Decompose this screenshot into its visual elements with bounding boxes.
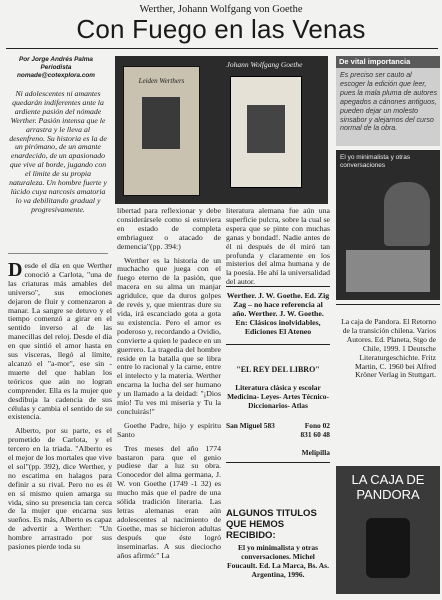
caja-pandora-cover <box>336 466 440 594</box>
book-cover <box>123 66 200 196</box>
goethe-book-photo <box>115 56 328 204</box>
column-1 <box>8 259 112 557</box>
store-address: San Miguel 583 <box>226 421 275 430</box>
byline <box>8 56 104 80</box>
reference-caja-pandora: La caja de Pandora. El Retorno de la transición chilena. Varios Autores. Ed. Planeta, Stgo de Chile, 1999. 1 Deutsche Literaturgeschichte. Fritz Martin, C. 1960 bei Alfred Kröner Verlag in Stuttgart. <box>341 317 436 380</box>
col1-paragraph-1: Desde el día en que Werther conoció a Carlota, "una de las criaturas más amables del universo", sus emociones dejaron de fluir y comenzaron a manar. La sangre se detuvo y el tiempo comenzó a girar en el sentido inverso al de las manecillas del reloj. Desde el día en que sintió el amor hasta en sus vísceras, llegó al límite, alcanzó el "a-mor", ese sin -muerte del que hablan los teóricos que aún no logran comprender. Ella es la mujer que desdibuja la cadencia de sus células y cambia el sentido de su existencia. <box>8 259 112 422</box>
col2-paragraph-3: Tres meses del año 1774 bastaron para que el genio pudiese dar a luz su obra. Conocedor del alma germana, J. W. von Goethe (1749 -1 32) es mucho más que el padre de una sólida tradición literaria. Las letras alemanas eran aún adolescentes al nacimiento de Goethe, mas se hicieron adultas después que éste logró inseminarlas. A sus dieciocho años afirmó:" La <box>117 443 221 560</box>
foucault-book-photo <box>336 150 440 300</box>
lead-divider <box>8 253 108 254</box>
page-title: Con Fuego en las Venas <box>76 14 366 44</box>
reference-foucault: El yo minimalista y otras conversaciones. Michel Foucault. Ed. La Marca, Bs. As. Argentina, 1996. <box>227 543 329 579</box>
author-portrait <box>384 182 430 246</box>
col2-paragraph-1: Werther es la historia de un muchacho que juega con el fuego eterno de la pasión, que macera en su alma un manjar agridulce, que da duros golpes de revés y, que mientras dure su vida, irá escanciado gota a gota su existencia. Pero el amor es poderoso y, recordando a Ovidio, convierte a quien le padece en un guerrero. La tragedia del hombre reside en la batalla que se libra entre lo racional y la carne, entre el intelecto y la materia. Werther encarna la lucha del ser humano y un llamado a la deidad: "¡Dios mío! Tu ves mi miseria y Tu la concluirás!" <box>117 255 221 416</box>
portrait-illustration <box>247 105 285 153</box>
book-cover-portrait <box>142 97 180 149</box>
col2-paragraph-0: libertad para reflexionar y debe considerársele como si estuviera en estado de completa embriaguez o atacado de demencia"(pp. 394:) <box>117 206 221 251</box>
drop-cap: D <box>8 259 23 281</box>
sidebar-rule <box>336 304 440 305</box>
store-description: Literatura clásica y escolar Medicina- Leyes- Artes Técnico- Diccionarios- Atlas <box>227 383 329 410</box>
book-cover-title: Leiden Werthers <box>138 77 185 85</box>
top-rule <box>6 48 438 49</box>
sidebar-text: Es preciso ser cauto al escoger la edición que leer, pues la mala pluma de autores apegados a cánones antiguos, pueden dejar un molesto sinsabor y alejarnos del curso normal de la obra. <box>340 71 438 133</box>
kicker: Werther, Johann Wolfgang von Goethe <box>139 4 303 15</box>
byline-email: nomade@cotexplora.com <box>17 72 95 79</box>
pandora-figure <box>366 518 410 578</box>
col3-paragraph-0: literatura alemana fue aún una superficie pulcra, sobre la cual se espera que se pinte con muchas ganas y bondad!. Nadie antes de él ni después de él miró tan profunda y claramente en los misterios del alma humana y de la poesía. He ahí la universalidad del autor. <box>226 206 330 287</box>
store-phone: 831 60 48 <box>300 430 330 439</box>
col1-paragraph-2: Alberto, por su parte, es el prometido de Carlota, y el tercero en la triada. "Alberto es el mejor de los mortales que vive el sol"(pp. 392), dice Werther, y no escatima en halagos para definir a su rival. Pero no es él en sí mismo quien amarga su vida, sino su presencia tan cerca de la mujer que encarna sus sueños. Es más, Alberto es capaz de advertir a Werther: "Un hombre arrastrado por sus pasiones pierde toda su <box>8 426 112 552</box>
col3-rule-3 <box>226 462 330 463</box>
photo-caption: Johann Wolfgang Goethe <box>226 60 303 69</box>
reference-werther: Werther. J. W. Goethe. Ed. Zig Zag – no hace referencia al año. Werther. J. W. Goethe. En: Clásicos inolvidables, Ediciones El Ateneo <box>226 291 330 336</box>
book-stack <box>346 250 430 292</box>
byline-author: Por Jorge Andrés Palma <box>19 56 93 63</box>
caja-pandora-title: LA CAJA DE PANDORA <box>351 472 425 502</box>
store-name: "EL REY DEL LIBRO" <box>236 365 320 374</box>
foucault-book-caption: El yo minimalista y otras conversaciones <box>340 154 411 169</box>
col2-paragraph-2: Goethe Padre, hijo y espíritu Santo <box>117 420 221 439</box>
received-titles-heading: ALGUNOS TITULOS QUE HEMOS RECIBIDO: <box>226 508 317 541</box>
col3-rule-2 <box>226 344 330 345</box>
column-3 <box>226 207 330 292</box>
store-city: Melipilla <box>301 448 330 457</box>
column-2 <box>117 207 221 565</box>
col3-rule <box>226 286 330 287</box>
store-phone-label: Fono 02 <box>304 421 330 430</box>
lead-paragraph: Ni adolescentes ni amantes quedarán indiferentes ante la ardiente pasión del nómade Werther. Pasión intensa que le arrastra y le lleva al desenfreno. Su historia es la de un pirómano, de un amante enardecido, de un apasionado que vive al borde, jugando con el límite de su propia naturaleza. Un hombre fuerte y lúcido cuya narcosis amatoria lo va debilitando gradual y progresivamente. <box>9 89 107 214</box>
sidebar-heading: De vital importancia <box>336 56 440 68</box>
byline-role: Periodista <box>40 64 72 71</box>
book-page <box>230 76 302 188</box>
